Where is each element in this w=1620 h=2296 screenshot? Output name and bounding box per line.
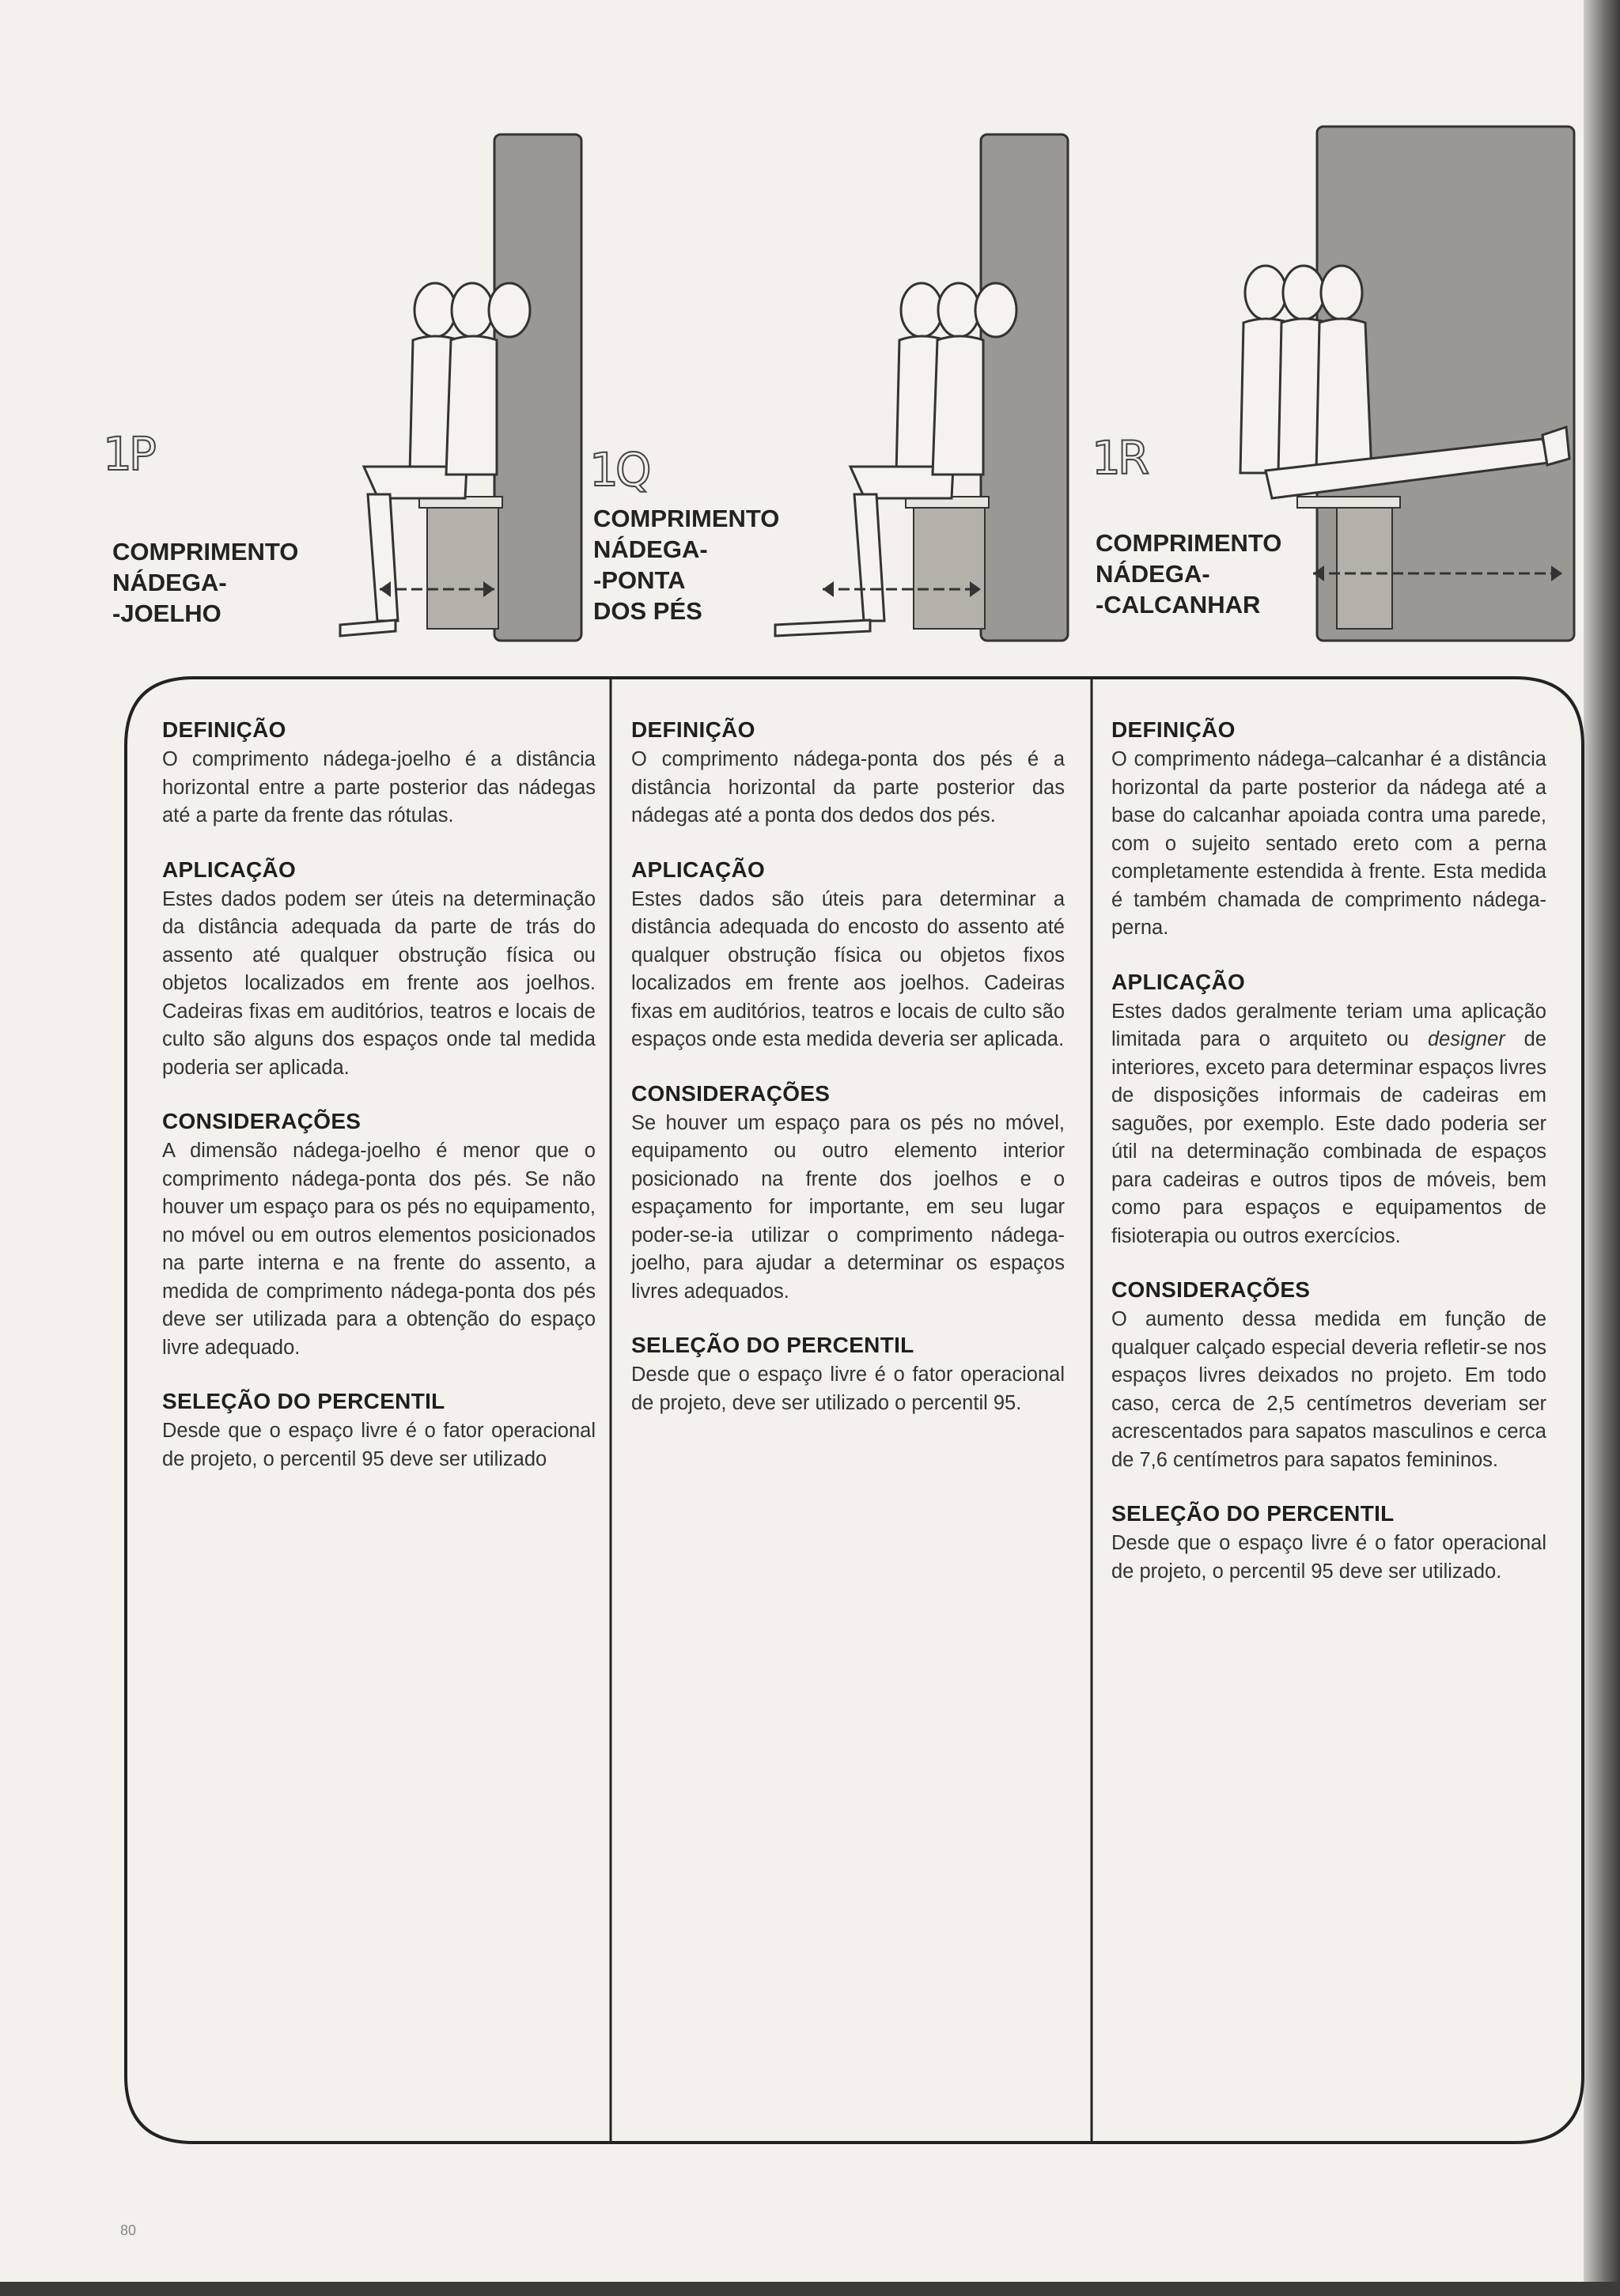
figure-title-1r xyxy=(1096,528,1281,620)
column-buttock-heel xyxy=(1111,717,1546,1613)
figure-title-line: NÁDEGA- xyxy=(112,569,227,596)
section-heading: DEFINIÇÃO xyxy=(631,717,755,742)
text-frame xyxy=(123,676,1586,2146)
section-text: Estes dados são úteis para determinar a distância adequada do encosto do assento até qualquer obstrução física ou objetos fixos localizados em frente aos joelhos. Cadeiras fixas em auditórios, teatros e locais de culto são espaços onde esta medida deveria ser aplicada. xyxy=(631,887,1065,1050)
section-text xyxy=(1111,998,1546,1251)
section-heading: CONSIDERAÇÕES xyxy=(1111,1277,1311,1302)
figure-code-1p: 1P xyxy=(103,427,153,481)
section-heading: DEFINIÇÃO xyxy=(1111,717,1236,742)
figure-code-1r: 1R xyxy=(1092,431,1147,485)
figure-code-1q: 1Q xyxy=(589,443,649,497)
section-heading: APLICAÇÃO xyxy=(631,857,766,882)
figure-title-line: COMPRIMENTO xyxy=(112,538,299,565)
section-text: Se houver um espaço para os pés no móvel, equipamento ou outro elemento interior posicionado na frente dos joelhos e o espaçamento for importante, em seu lugar poder-se-ia utilizar o comprimento nádega-joelho, para ajudar a determinar os espaços livres adequados. xyxy=(631,1111,1065,1303)
text-run: Estes dados geralmente teriam uma aplicação limitada para o arquiteto ou xyxy=(1111,1000,1546,1050)
page-number: 80 xyxy=(120,2222,137,2238)
page-bottom-edge xyxy=(0,2282,1620,2296)
section-heading: CONSIDERAÇÕES xyxy=(162,1109,361,1133)
figure-title-line: -CALCANHAR xyxy=(1096,591,1261,618)
section-text: Desde que o espaço livre é o fator operacional de projeto, o percentil 95 deve ser utilizado xyxy=(162,1420,596,1470)
figure-title-line: DOS PÉS xyxy=(593,597,702,625)
section-text: O comprimento nádega-ponta dos pés é a distância horizontal da parte posterior das nádegas até a ponta dos dedos dos pés. xyxy=(631,748,1065,826)
text-run-italic: designer xyxy=(1427,1028,1505,1050)
figure-title-line: NÁDEGA- xyxy=(1096,560,1210,588)
section-heading: SELEÇÃO DO PERCENTIL xyxy=(1111,1501,1395,1526)
figure-1p xyxy=(103,119,593,649)
section-text: O comprimento nádega-joelho é a distância horizontal entre a parte posterior das nádegas até a parte da frente das rótulas. xyxy=(162,748,596,826)
section-text: Estes dados podem ser úteis na determinação da distância adequada da parte de trás do assento até qualquer obstrução física ou objetos localizados em frente aos joelhos. Cadeiras fixas em auditórios, teatros e locais de culto são alguns dos espaços onde tal medida poderia ser aplicada. xyxy=(162,887,596,1079)
section-heading: SELEÇÃO DO PERCENTIL xyxy=(162,1389,445,1413)
figure-title-line: -JOELHO xyxy=(112,600,221,627)
section-heading: CONSIDERAÇÕES xyxy=(631,1080,831,1106)
figure-1q xyxy=(581,119,1072,649)
figure-1r xyxy=(1076,119,1582,649)
figure-title-1p xyxy=(112,536,298,629)
section-heading: APLICAÇÃO xyxy=(162,857,297,882)
section-text: Desde que o espaço livre é o fator operacional de projeto, deve ser utilizado o percentil 95. xyxy=(631,1364,1065,1414)
figure-title-line: NÁDEGA- xyxy=(593,535,708,563)
figure-title-line: -PONTA xyxy=(593,566,686,594)
page-binding-edge xyxy=(1584,0,1620,2296)
section-text: A dimensão nádega-joelho é menor que o comprimento nádega-ponta dos pés. Se não houver um espaço para os pés no equipamento, no móvel ou em outros elementos posicionados na parte interna e na frente do assento, a medida de comprimento nádega-ponta dos pés deve ser utilizada para a obtenção do espaço livre adequado. xyxy=(162,1140,596,1359)
figure-title-line: COMPRIMENTO xyxy=(1096,529,1282,557)
section-text: O comprimento nádega–calcanhar é a distância horizontal da parte posterior da nádega até a base do calcanhar apoiada contra uma parede, com o sujeito sentado ereto com a perna completamente estendida à frente. Esta medida é também chamada de comprimento nádega-perna. xyxy=(1111,748,1546,939)
column-buttock-toe xyxy=(631,717,1065,1444)
section-heading: APLICAÇÃO xyxy=(1111,969,1246,994)
figure-title-1q xyxy=(593,503,779,626)
figure-title-line: COMPRIMENTO xyxy=(593,505,780,532)
section-text: Desde que o espaço livre é o fator operacional de projeto, o percentil 95 deve ser utilizado. xyxy=(1111,1532,1546,1583)
column-buttock-knee xyxy=(162,717,596,1500)
text-run: de interiores, exceto para determinar espaços livres de disposições informais de cadeiras em saguões, por exemplo. Este dado poderia ser útil na determinação combinada de espaços para cadeiras e outros tipos de móveis, bem como para espaços e equipamentos de fisioterapia ou outros exercícios. xyxy=(1111,1028,1546,1247)
section-text: O aumento dessa medida em função de qualquer calçado especial deveria refletir-se nos espaços livres deixados no projeto. Em todo caso, cerca de 2,5 centímetros deveriam ser acrescentados para sapatos masculinos e cerca de 7,6 centímetros para sapatos femininos. xyxy=(1111,1308,1546,1471)
section-heading: DEFINIÇÃO xyxy=(162,717,286,742)
section-heading: SELEÇÃO DO PERCENTIL xyxy=(631,1333,914,1357)
